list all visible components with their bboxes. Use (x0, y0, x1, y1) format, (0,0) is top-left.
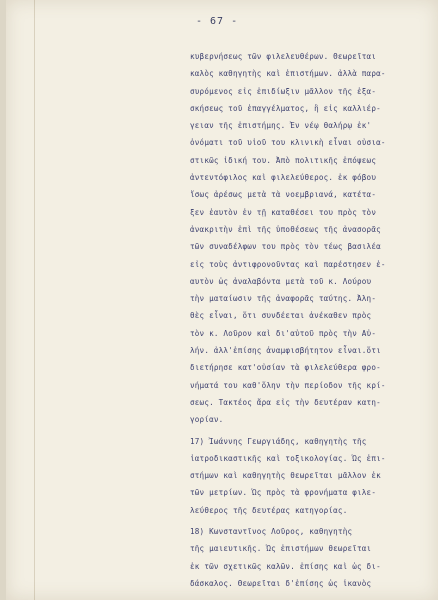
paragraph-continued (190, 48, 424, 429)
entry-18 (190, 523, 424, 592)
text-line: τὸν κ. Λοῦρον καὶ δι'αὐτοῦ πρὸς τὴν Αὐ- (190, 328, 377, 338)
text-line: ἴσως ἀρέσως μετὰ τὰ νοεμβριανά, κατέτα- (190, 190, 377, 200)
page-number: - 67 - (196, 16, 239, 27)
page-fold-line (34, 0, 35, 600)
entry-17 (190, 433, 424, 519)
entry-heading-line: 18) Κωνσταντῖνος Λοῦρος, καθηγητὴς (190, 527, 353, 537)
text-line: ἐκ τῶν σχετικῶς καλῶν. ἐπίσης καὶ ὡς δι- (190, 561, 381, 571)
text-line: διετήρησε κατ'οὐσίαν τὰ φιλελεύθερα φρο- (190, 363, 381, 373)
text-line: σεως. Τακτέος ἄρα εἰς τὴν δευτέραν κατη- (190, 397, 381, 407)
text-line: εἰς τοὺς ἀντιφρονοῦντας καὶ παρέστησεν ἑ- (190, 259, 386, 269)
entry-heading-line: 17) Ἰωάννης Γεωργιάδης, καθηγητὴς τῆς (190, 436, 367, 446)
text-line: γορίαν. (190, 415, 224, 425)
text-line: ξεν ἑαυτὸν ἐν τῇ καταθέσει του πρὸς τὸν (190, 207, 377, 217)
text-line: θὲς εἶναι, ὅτι συνδέεται ἀνέκαθεν πρὸς (190, 311, 372, 321)
text-line: στήμων καὶ καθηγητὴς θεωρεῖται μᾶλλον ἐκ (190, 471, 381, 481)
document-text (190, 48, 424, 592)
text-line: ὀνόματι τοῦ υἱοῦ του κλινικὴ εἶναι οὐσια- (190, 138, 386, 148)
text-line: στικῶς ἰδική του. Ἀπὸ πολιτικῆς ἐπόψεως (190, 155, 377, 165)
text-line: κυβερνήσεως τῶν φιλελευθέρων. Θεωρεῖται (190, 52, 377, 61)
text-line: τῶν μετρίων. Ὡς πρὸς τὰ φρονήματα φιλε- (190, 488, 377, 498)
text-line: καλὸς καθηγητὴς καὶ ἐπιστήμων. ἀλλὰ παρα- (190, 69, 386, 79)
text-line: ἀντεντόφιλος καὶ φιλελεύθερος. ἐκ φόβου (190, 173, 377, 183)
text-line: τὴν ματαίωσιν τῆς ἀναφορᾶς ταύτης. Ἀλη- (190, 294, 377, 304)
text-line: συρόμενος εἰς ἐπιδίωξιν μᾶλλον τῆς ἐξα- (190, 86, 377, 96)
text-line: νήματά του καθ'ὅλην τὴν περίοδον τῆς κρί- (190, 380, 386, 390)
text-line: δάσκαλος. Θεωρεῖται δ'ἐπίσης ὡς ἱκανὸς (190, 578, 372, 588)
text-line: ἀνακριτὴν ἐπὶ τῆς ὑποθέσεως τῆς ἀνασορᾶς (190, 224, 381, 234)
document-page (6, 0, 438, 600)
text-line: τῆς μαιευτικῆς. Ὡς ἐπιστήμων θεωρεῖται (190, 544, 372, 554)
text-line: τῶν συναδέλφων του πρὸς τὸν τέως βασιλέα (190, 242, 381, 252)
text-line: γειαν τῆς ἐπιστήμης. Ἐν νέῳ θαλήρῳ ἐκ' (190, 121, 372, 131)
text-line: λήν. ἀλλ'ἐπίσης ἀναμφισβήτητον εἶναι.ὅτι (190, 346, 381, 356)
text-line: αυτὸν ὡς ἀναλαβόντα μετὰ τοῦ κ. Λούρου (190, 276, 372, 286)
text-line: ἰατροδικαστικῆς καὶ τοξικολογίας. Ὡς ἐπι- (190, 453, 386, 463)
text-line: λεύθερος τῆς δευτέρας κατηγορίας. (190, 505, 348, 515)
text-line: σκήσεως τοῦ ἐπαγγέλματος, ἢ εἰς καλλιέρ- (190, 103, 381, 113)
